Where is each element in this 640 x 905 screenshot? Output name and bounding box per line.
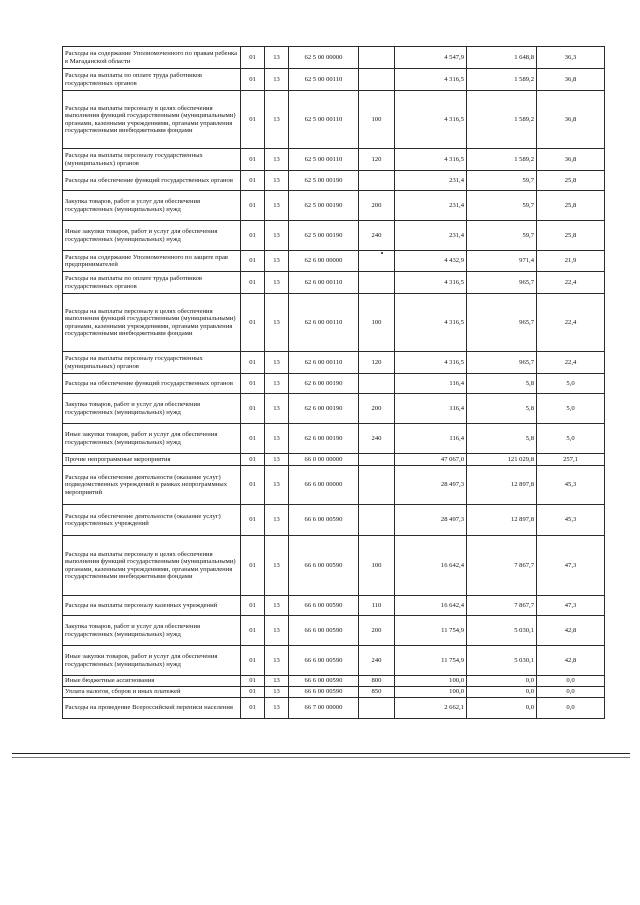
row-section-cell: 01 <box>241 424 265 454</box>
row-execution-percent-cell: 47,3 <box>537 536 605 596</box>
row-section-cell: 01 <box>241 536 265 596</box>
page-bottom-rule <box>12 753 630 754</box>
row-execution-percent-cell: 45,3 <box>537 466 605 505</box>
row-subsection-cell: 13 <box>265 171 289 191</box>
row-target-article-cell: 62 6 00 00190 <box>289 374 359 394</box>
row-execution-percent-cell: 25,8 <box>537 221 605 251</box>
row-execution-percent-cell: 36,8 <box>537 149 605 171</box>
row-name-cell: Расходы на выплаты персоналу казенных учреждений <box>63 596 241 616</box>
row-section-cell: 01 <box>241 616 265 646</box>
row-execution-percent-cell: 5,0 <box>537 394 605 424</box>
row-section-cell: 01 <box>241 687 265 698</box>
row-section-cell: 01 <box>241 272 265 294</box>
row-name-cell: Расходы на выплаты персоналу в целях обеспечения выполнения функций государственными (муниципальными) органами, казенными учреждениями, органами управления государственными внебюджетными фондами <box>63 91 241 149</box>
row-target-article-cell: 62 5 00 00110 <box>289 91 359 149</box>
row-section-cell: 01 <box>241 69 265 91</box>
row-subsection-cell: 13 <box>265 646 289 676</box>
table-row <box>63 352 605 374</box>
row-expense-type-cell <box>359 47 395 69</box>
page-bottom-rule-secondary <box>12 757 630 758</box>
row-section-cell: 01 <box>241 505 265 536</box>
row-name-cell: Расходы на выплаты персоналу в целях обеспечения выполнения функций государственными (муниципальными) органами, казенными учреждениями, органами управления государственными внебюджетными фондами <box>63 536 241 596</box>
row-planned-amount-cell: 231,4 <box>395 191 467 221</box>
row-expense-type-cell <box>359 272 395 294</box>
row-actual-amount-cell: 0,0 <box>467 676 537 687</box>
table-row <box>63 221 605 251</box>
row-section-cell: 01 <box>241 352 265 374</box>
row-target-article-cell: 66 6 00 00590 <box>289 536 359 596</box>
row-planned-amount-cell: 11 754,9 <box>395 646 467 676</box>
row-planned-amount-cell: 4 316,5 <box>395 272 467 294</box>
row-name-cell: Расходы на обеспечение функций государственных органов <box>63 171 241 191</box>
row-planned-amount-cell: 4 316,5 <box>395 352 467 374</box>
budget-table-body <box>63 47 605 719</box>
row-execution-percent-cell: 25,8 <box>537 191 605 221</box>
row-section-cell: 01 <box>241 646 265 676</box>
table-row <box>63 47 605 69</box>
row-target-article-cell: 62 6 00 00000 <box>289 251 359 272</box>
row-expense-type-cell <box>359 69 395 91</box>
row-actual-amount-cell: 965,7 <box>467 352 537 374</box>
row-execution-percent-cell: 36,8 <box>537 69 605 91</box>
row-section-cell: 01 <box>241 374 265 394</box>
row-actual-amount-cell: 5 030,1 <box>467 616 537 646</box>
row-target-article-cell: 62 6 00 00190 <box>289 424 359 454</box>
row-name-cell: Расходы на обеспечение деятельности (оказание услуг) государственных учреждений <box>63 505 241 536</box>
row-execution-percent-cell: 0,0 <box>537 698 605 719</box>
table-row <box>63 454 605 466</box>
row-actual-amount-cell: 1 589,2 <box>467 69 537 91</box>
row-section-cell: 01 <box>241 394 265 424</box>
row-section-cell: 01 <box>241 454 265 466</box>
row-name-cell: Расходы на выплаты персоналу государственных (муниципальных) органов <box>63 149 241 171</box>
row-expense-type-cell <box>359 251 395 272</box>
row-execution-percent-cell: 257,1 <box>537 454 605 466</box>
table-row <box>63 294 605 352</box>
row-actual-amount-cell: 59,7 <box>467 221 537 251</box>
row-execution-percent-cell: 0,0 <box>537 687 605 698</box>
row-name-cell: Иные закупки товаров, работ и услуг для обеспечения государственных (муниципальных) нужд <box>63 646 241 676</box>
row-expense-type-cell <box>359 454 395 466</box>
row-actual-amount-cell: 5,8 <box>467 394 537 424</box>
row-target-article-cell: 66 6 00 00590 <box>289 616 359 646</box>
row-target-article-cell: 62 6 00 00110 <box>289 352 359 374</box>
row-section-cell: 01 <box>241 91 265 149</box>
row-actual-amount-cell: 1 589,2 <box>467 149 537 171</box>
row-target-article-cell: 62 5 00 00000 <box>289 47 359 69</box>
row-planned-amount-cell: 11 754,9 <box>395 616 467 646</box>
row-actual-amount-cell: 971,4 <box>467 251 537 272</box>
table-row <box>63 466 605 505</box>
row-actual-amount-cell: 1 648,8 <box>467 47 537 69</box>
row-subsection-cell: 13 <box>265 374 289 394</box>
row-name-cell: Расходы на обеспечение функций государственных органов <box>63 374 241 394</box>
row-planned-amount-cell: 16 642,4 <box>395 596 467 616</box>
row-planned-amount-cell: 116,4 <box>395 374 467 394</box>
row-target-article-cell: 66 0 00 00000 <box>289 454 359 466</box>
row-target-article-cell: 66 6 00 00590 <box>289 646 359 676</box>
table-row <box>63 698 605 719</box>
row-expense-type-cell: 800 <box>359 676 395 687</box>
table-row <box>63 687 605 698</box>
row-actual-amount-cell: 965,7 <box>467 272 537 294</box>
row-subsection-cell: 13 <box>265 69 289 91</box>
row-section-cell: 01 <box>241 47 265 69</box>
row-execution-percent-cell: 42,8 <box>537 616 605 646</box>
row-section-cell: 01 <box>241 596 265 616</box>
table-row <box>63 505 605 536</box>
row-actual-amount-cell: 965,7 <box>467 294 537 352</box>
row-planned-amount-cell: 28 497,3 <box>395 505 467 536</box>
row-execution-percent-cell: 5,0 <box>537 374 605 394</box>
row-planned-amount-cell: 4 316,5 <box>395 69 467 91</box>
row-target-article-cell: 62 5 00 00110 <box>289 149 359 171</box>
row-execution-percent-cell: 25,8 <box>537 171 605 191</box>
row-section-cell: 01 <box>241 191 265 221</box>
row-expense-type-cell <box>359 466 395 505</box>
row-name-cell: Закупка товаров, работ и услуг для обеспечения государственных (муниципальных) нужд <box>63 616 241 646</box>
row-target-article-cell: 62 5 00 00190 <box>289 171 359 191</box>
row-execution-percent-cell: 22,4 <box>537 272 605 294</box>
row-actual-amount-cell: 7 867,7 <box>467 596 537 616</box>
row-target-article-cell: 66 6 00 00590 <box>289 676 359 687</box>
row-expense-type-cell <box>359 374 395 394</box>
table-row <box>63 394 605 424</box>
row-planned-amount-cell: 2 662,1 <box>395 698 467 719</box>
row-subsection-cell: 13 <box>265 466 289 505</box>
row-target-article-cell: 62 5 00 00190 <box>289 221 359 251</box>
row-name-cell: Расходы на проведение Всероссийской переписи населения <box>63 698 241 719</box>
row-execution-percent-cell: 45,3 <box>537 505 605 536</box>
row-section-cell: 01 <box>241 676 265 687</box>
row-expense-type-cell: 240 <box>359 221 395 251</box>
row-name-cell: Закупка товаров, работ и услуг для обеспечения государственных (муниципальных) нужд <box>63 394 241 424</box>
table-row <box>63 676 605 687</box>
table-row <box>63 646 605 676</box>
row-name-cell: Прочие непрограммные мероприятия <box>63 454 241 466</box>
row-expense-type-cell: 200 <box>359 616 395 646</box>
row-subsection-cell: 13 <box>265 251 289 272</box>
row-expense-type-cell: 100 <box>359 294 395 352</box>
row-expense-type-cell <box>359 505 395 536</box>
row-actual-amount-cell: 0,0 <box>467 698 537 719</box>
row-execution-percent-cell: 5,0 <box>537 424 605 454</box>
row-expense-type-cell: 100 <box>359 91 395 149</box>
row-subsection-cell: 13 <box>265 47 289 69</box>
row-target-article-cell: 62 5 00 00190 <box>289 191 359 221</box>
row-subsection-cell: 13 <box>265 394 289 424</box>
row-target-article-cell: 66 6 00 00000 <box>289 466 359 505</box>
row-subsection-cell: 13 <box>265 424 289 454</box>
row-expense-type-cell: 120 <box>359 149 395 171</box>
row-subsection-cell: 13 <box>265 698 289 719</box>
row-subsection-cell: 13 <box>265 676 289 687</box>
row-actual-amount-cell: 59,7 <box>467 171 537 191</box>
row-section-cell: 01 <box>241 149 265 171</box>
row-subsection-cell: 13 <box>265 454 289 466</box>
row-section-cell: 01 <box>241 171 265 191</box>
row-target-article-cell: 66 7 00 00000 <box>289 698 359 719</box>
row-expense-type-cell: 120 <box>359 352 395 374</box>
row-execution-percent-cell: 36,8 <box>537 91 605 149</box>
row-planned-amount-cell: 4 432,9 <box>395 251 467 272</box>
row-target-article-cell: 66 6 00 00590 <box>289 505 359 536</box>
row-expense-type-cell: 110 <box>359 596 395 616</box>
table-row <box>63 616 605 646</box>
row-subsection-cell: 13 <box>265 596 289 616</box>
row-name-cell: Расходы на обеспечение деятельности (оказание услуг) подведомственных учреждений в рамках непрограммных мероприятий <box>63 466 241 505</box>
row-name-cell: Иные бюджетные ассигнования <box>63 676 241 687</box>
row-target-article-cell: 62 6 00 00190 <box>289 394 359 424</box>
row-subsection-cell: 13 <box>265 352 289 374</box>
row-execution-percent-cell: 42,8 <box>537 646 605 676</box>
row-name-cell: Расходы на выплаты персоналу в целях обеспечения выполнения функций государственными (муниципальными) органами, казенными учреждениями, органами управления государственными внебюджетными фондами <box>63 294 241 352</box>
table-row <box>63 149 605 171</box>
row-actual-amount-cell: 121 029,8 <box>467 454 537 466</box>
row-subsection-cell: 13 <box>265 91 289 149</box>
row-target-article-cell: 62 5 00 00110 <box>289 69 359 91</box>
row-subsection-cell: 13 <box>265 687 289 698</box>
row-target-article-cell: 66 6 00 00590 <box>289 687 359 698</box>
table-row <box>63 191 605 221</box>
table-row <box>63 91 605 149</box>
table-row <box>63 536 605 596</box>
row-expense-type-cell: 200 <box>359 191 395 221</box>
row-name-cell: Расходы на выплаты по оплате труда работников государственных органов <box>63 272 241 294</box>
row-name-cell: Закупка товаров, работ и услуг для обеспечения государственных (муниципальных) нужд <box>63 191 241 221</box>
row-target-article-cell: 62 6 00 00110 <box>289 294 359 352</box>
budget-table <box>62 46 605 719</box>
row-actual-amount-cell: 0,0 <box>467 687 537 698</box>
row-planned-amount-cell: 16 642,4 <box>395 536 467 596</box>
row-planned-amount-cell: 231,4 <box>395 221 467 251</box>
row-subsection-cell: 13 <box>265 294 289 352</box>
row-actual-amount-cell: 7 867,7 <box>467 536 537 596</box>
row-execution-percent-cell: 22,4 <box>537 294 605 352</box>
row-execution-percent-cell: 22,4 <box>537 352 605 374</box>
table-row <box>63 424 605 454</box>
row-expense-type-cell: 240 <box>359 424 395 454</box>
row-planned-amount-cell: 4 547,9 <box>395 47 467 69</box>
row-expense-type-cell: 240 <box>359 646 395 676</box>
row-expense-type-cell: 100 <box>359 536 395 596</box>
row-target-article-cell: 66 6 00 00590 <box>289 596 359 616</box>
row-actual-amount-cell: 1 589,2 <box>467 91 537 149</box>
row-target-article-cell: 62 6 00 00110 <box>289 272 359 294</box>
row-execution-percent-cell: 36,3 <box>537 47 605 69</box>
row-execution-percent-cell: 0,0 <box>537 676 605 687</box>
row-subsection-cell: 13 <box>265 536 289 596</box>
row-section-cell: 01 <box>241 698 265 719</box>
row-execution-percent-cell: 47,3 <box>537 596 605 616</box>
row-name-cell: Расходы на выплаты персоналу государственных (муниципальных) органов <box>63 352 241 374</box>
row-name-cell: Уплата налогов, сборов и иных платежей <box>63 687 241 698</box>
row-subsection-cell: 13 <box>265 272 289 294</box>
table-row <box>63 272 605 294</box>
row-expense-type-cell: 200 <box>359 394 395 424</box>
row-subsection-cell: 13 <box>265 191 289 221</box>
row-planned-amount-cell: 231,4 <box>395 171 467 191</box>
row-subsection-cell: 13 <box>265 505 289 536</box>
row-section-cell: 01 <box>241 221 265 251</box>
row-name-cell: Расходы на выплаты по оплате труда работников государственных органов <box>63 69 241 91</box>
row-planned-amount-cell: 4 316,5 <box>395 294 467 352</box>
row-subsection-cell: 13 <box>265 221 289 251</box>
scan-speck <box>381 252 383 254</box>
table-row <box>63 596 605 616</box>
row-execution-percent-cell: 21,9 <box>537 251 605 272</box>
row-actual-amount-cell: 5,8 <box>467 424 537 454</box>
row-name-cell: Иные закупки товаров, работ и услуг для обеспечения государственных (муниципальных) нужд <box>63 424 241 454</box>
table-row <box>63 69 605 91</box>
row-planned-amount-cell: 4 316,5 <box>395 91 467 149</box>
row-actual-amount-cell: 59,7 <box>467 191 537 221</box>
row-actual-amount-cell: 12 897,8 <box>467 466 537 505</box>
row-actual-amount-cell: 12 897,8 <box>467 505 537 536</box>
row-planned-amount-cell: 47 067,0 <box>395 454 467 466</box>
table-row <box>63 251 605 272</box>
row-planned-amount-cell: 100,0 <box>395 676 467 687</box>
row-name-cell: Расходы на содержание Уполномоченного по защите прав предпринимателей <box>63 251 241 272</box>
row-planned-amount-cell: 116,4 <box>395 394 467 424</box>
row-planned-amount-cell: 4 316,5 <box>395 149 467 171</box>
table-row <box>63 374 605 394</box>
row-name-cell: Иные закупки товаров, работ и услуг для обеспечения государственных (муниципальных) нужд <box>63 221 241 251</box>
row-expense-type-cell <box>359 698 395 719</box>
row-actual-amount-cell: 5,8 <box>467 374 537 394</box>
row-subsection-cell: 13 <box>265 149 289 171</box>
row-planned-amount-cell: 116,4 <box>395 424 467 454</box>
row-section-cell: 01 <box>241 251 265 272</box>
table-row <box>63 171 605 191</box>
row-subsection-cell: 13 <box>265 616 289 646</box>
row-section-cell: 01 <box>241 294 265 352</box>
row-planned-amount-cell: 28 497,3 <box>395 466 467 505</box>
row-expense-type-cell <box>359 171 395 191</box>
row-section-cell: 01 <box>241 466 265 505</box>
row-actual-amount-cell: 5 030,1 <box>467 646 537 676</box>
row-expense-type-cell: 850 <box>359 687 395 698</box>
row-planned-amount-cell: 100,0 <box>395 687 467 698</box>
row-name-cell: Расходы на содержание Уполномоченного по правам ребенка в Магаданской области <box>63 47 241 69</box>
